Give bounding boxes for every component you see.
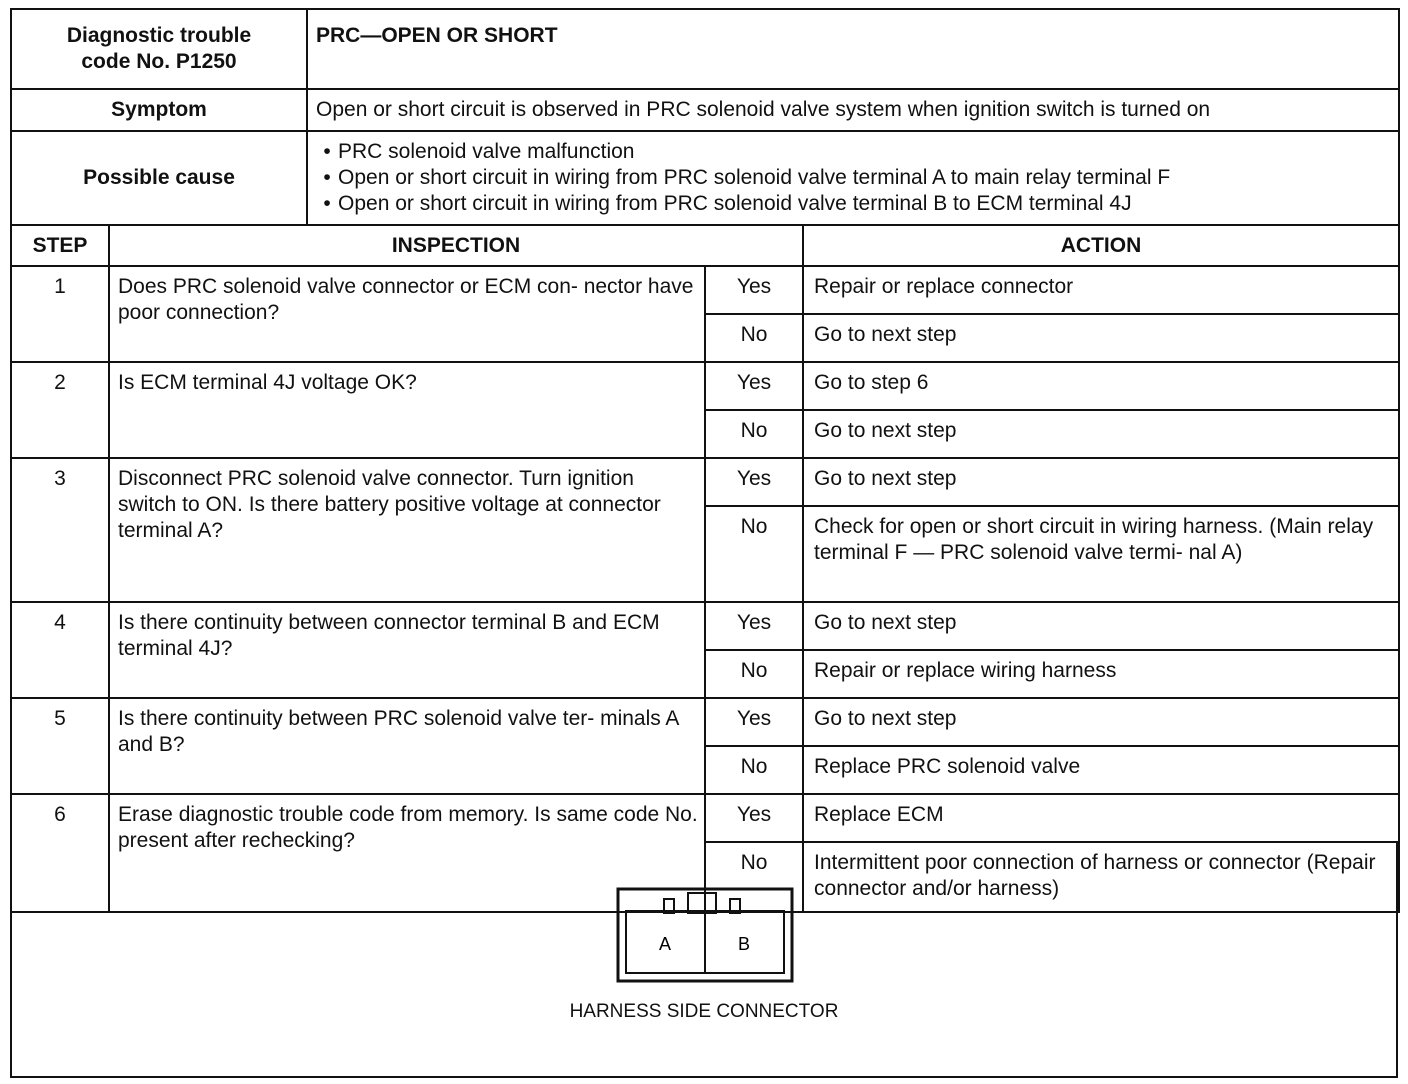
symptom-text: Open or short circuit is observed in PRC solenoid valve system when ignition switch is turned on	[307, 89, 1399, 131]
yes-label: Yes	[705, 362, 803, 410]
yes-action: Replace ECM	[803, 794, 1399, 842]
step-column-header: STEP	[11, 225, 109, 266]
no-action: Replace PRC solenoid valve	[803, 746, 1399, 794]
step-inspection: Disconnect PRC solenoid valve connector. Turn ignition switch to ON. Is there battery positive voltage at connector terminal A?	[109, 458, 705, 602]
cause-item: • Open or short circuit in wiring from PRC solenoid valve terminal A to main relay terminal F	[316, 165, 1397, 191]
no-label: No	[705, 842, 803, 912]
dtc-title: PRC—OPEN OR SHORT	[307, 9, 1399, 89]
table-row	[11, 266, 1399, 314]
table-row	[11, 794, 1399, 842]
cause-item: • PRC solenoid valve malfunction	[316, 139, 1397, 165]
step-inspection: Is ECM terminal 4J voltage OK?	[109, 362, 705, 458]
step-number: 3	[11, 458, 109, 602]
yes-action: Go to next step	[803, 458, 1399, 506]
possible-cause-label: Possible cause	[11, 131, 307, 225]
step-number: 2	[11, 362, 109, 458]
no-label: No	[705, 506, 803, 602]
harness-connector-diagram	[612, 881, 812, 991]
yes-action: Go to next step	[803, 602, 1399, 650]
terminal-b-label: B	[737, 934, 751, 954]
table-row	[11, 458, 1399, 506]
dtc-header-table	[10, 8, 1400, 226]
no-label: No	[705, 410, 803, 458]
step-number: 6	[11, 794, 109, 912]
no-action: Check for open or short circuit in wiring harness. (Main relay terminal F — PRC solenoid valve termi- nal A)	[803, 506, 1399, 602]
step-number: 1	[11, 266, 109, 362]
yes-label: Yes	[705, 698, 803, 746]
figure-caption: HARNESS SIDE CONNECTOR	[569, 1001, 839, 1022]
table-header-row	[11, 225, 1399, 266]
no-action: Go to next step	[803, 410, 1399, 458]
yes-action: Go to step 6	[803, 362, 1399, 410]
yes-label: Yes	[705, 458, 803, 506]
yes-action: Repair or replace connector	[803, 266, 1399, 314]
connector-figure-panel	[10, 843, 1398, 1078]
cause-item: • Open or short circuit in wiring from PRC solenoid valve terminal B to ECM terminal 4J	[316, 191, 1397, 217]
symptom-label: Symptom	[11, 89, 307, 131]
no-label: No	[705, 746, 803, 794]
table-row	[11, 362, 1399, 410]
yes-label: Yes	[705, 266, 803, 314]
table-row	[11, 602, 1399, 650]
no-action: Intermittent poor connection of harness or connector (Repair connector and/or harness)	[803, 842, 1399, 912]
step-number: 4	[11, 602, 109, 698]
step-inspection: Does PRC solenoid valve connector or ECM con- nector have poor connection?	[109, 266, 705, 362]
dtc-number-label: Diagnostic trouble code No. P1250	[11, 9, 307, 89]
action-column-header: ACTION	[803, 225, 1399, 266]
no-label: No	[705, 314, 803, 362]
step-inspection: Is there continuity between PRC solenoid valve ter- minals A and B?	[109, 698, 705, 794]
no-label: No	[705, 650, 803, 698]
table-row	[11, 698, 1399, 746]
step-inspection: Is there continuity between connector terminal B and ECM terminal 4J?	[109, 602, 705, 698]
diagnostic-procedure-page	[10, 8, 1398, 1078]
step-inspection: Erase diagnostic trouble code from memory. Is same code No. present after rechecking?	[109, 794, 705, 912]
yes-label: Yes	[705, 794, 803, 842]
terminal-a-label: A	[658, 934, 672, 954]
step-number: 5	[11, 698, 109, 794]
yes-label: Yes	[705, 602, 803, 650]
yes-action: Go to next step	[803, 698, 1399, 746]
inspection-column-header: INSPECTION	[109, 225, 803, 266]
no-action: Go to next step	[803, 314, 1399, 362]
no-action: Repair or replace wiring harness	[803, 650, 1399, 698]
inspection-steps-table	[10, 224, 1400, 913]
possible-cause-list	[307, 131, 1399, 225]
